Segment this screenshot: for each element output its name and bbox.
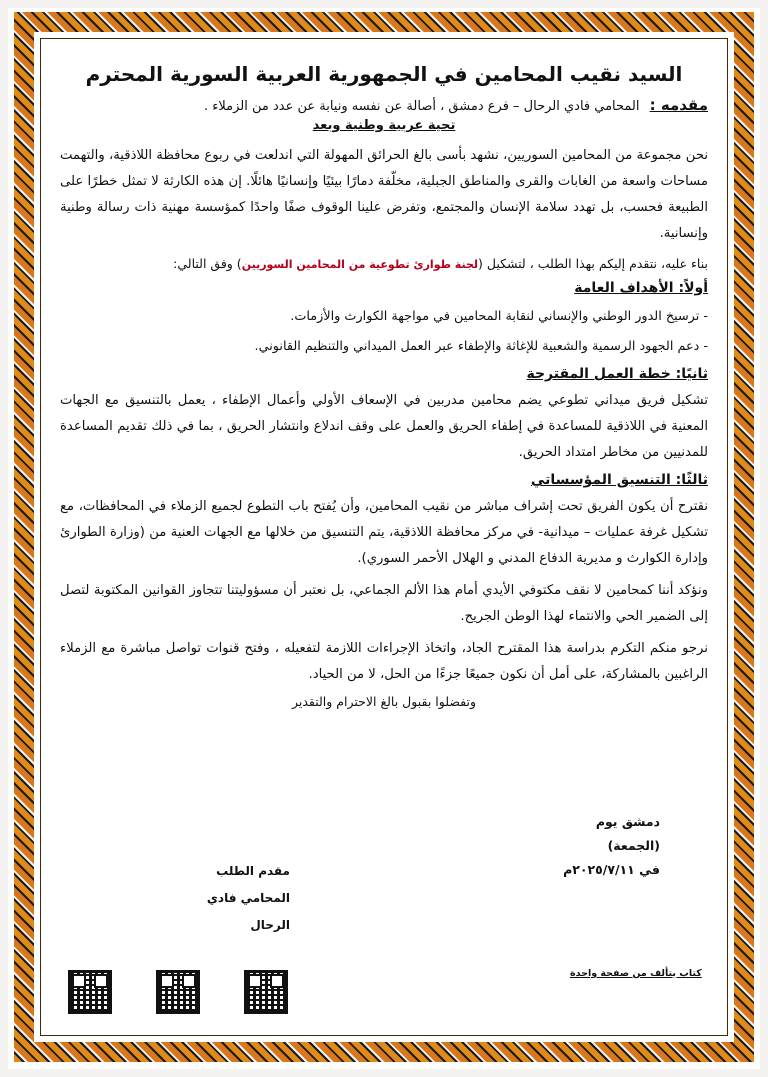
qr-code-icon xyxy=(156,970,200,1014)
intro-line xyxy=(60,96,708,114)
qr-codes xyxy=(68,970,288,1014)
basis-after: ) وفق التالي: xyxy=(173,256,242,271)
letter-title: السيد نقيب المحامين في الجمهورية العربية السورية المحترم xyxy=(85,62,683,86)
basis-before: بناء عليه، نتقدم إليكم بهذا الطلب ، لتشكيل ( xyxy=(478,256,708,271)
request-basis xyxy=(60,253,708,276)
section-1-item: - ترسيخ الدور الوطني والإنساني لنقابة المحامين في مواجهة الكوارث والأزمات. xyxy=(290,309,708,324)
signature-label: مقدم الطلب xyxy=(216,864,290,878)
section-1-heading: أولاً: الأهداف العامة xyxy=(574,280,708,296)
greeting: تحية عربية وطنية وبعد xyxy=(312,118,456,133)
closing-line: وتفضلوا بقبول بالغ الاحترام والتقدير xyxy=(291,694,477,709)
letter-body xyxy=(60,62,708,709)
signature-name: المحامي فادي الرحال xyxy=(206,891,290,932)
section-2-text: تشكيل فريق ميداني تطوعي يضم محامين مدربين في الإسعاف الأولي وأعمال الإطفاء ، يعمل بالتنسيق مع الجهات المعنية في اللاذقية للمساعدة في إطفاء الحريق والعمل على وقف اندلاع وانتشار الحريق ، بما في ذلك تقديم المساعدة للمدنيين من مخاطر امتداد الحريق. xyxy=(60,393,708,460)
paragraph-1: نحن مجموعة من المحامين السوريين، نشهد بأسى بالغ الحرائق المهولة التي اندلعت في ربوع محافظة اللاذقية، والتهمت مساحات واسعة من الغابات والقرى والمناطق الجبلية، مخلّفة دمارًا بيئيًا وإنسانيًا هائلًا. إن هذه الكارثة لا تمثل خطرًا على الطبيعة فحسب، بل تهدد سلامة الإنسان والمجتمع، وتفرض علينا الوقوف صفًا واحدًا كمؤسسة مهنية ذات رسالة وطنية وإنسانية. xyxy=(60,148,708,241)
qr-code-icon xyxy=(68,970,112,1014)
paragraph-4: ونؤكد أننا كمحامين لا نقف مكتوفي الأيدي أمام هذا الألم الجماعي، بل نعتبر أن مسؤوليتنا تتجاوز القوانين المكتوبة لتصل إلى الضمير الحي والانتماء لهذا الوطن الجريح. xyxy=(60,583,708,624)
committee-name: لجنة طوارئ تطوعية من المحامين السوريين xyxy=(241,258,478,271)
date-block xyxy=(540,810,660,882)
paragraph-5: نرجو منكم التكرم بدراسة هذا المقترح الجاد، واتخاذ الإجراءات اللازمة لتفعيله ، وفتح قنوات تواصل مباشرة مع الزملاء الراغبين بالمشاركة، على أمل أن نكون جميعًا جزءًا من الحل، لا من الحياد. xyxy=(60,641,708,682)
section-3-heading: ثالثًا: التنسيق المؤسساتي xyxy=(530,472,708,488)
page-count-note: كتاب يتألف من صفحة واحدة xyxy=(570,968,702,979)
date-place: دمشق يوم (الجمعة) xyxy=(595,814,660,853)
intro-label: مقدمه : xyxy=(649,96,708,114)
qr-code-icon xyxy=(244,970,288,1014)
date-value: في ٢٠٢٥/٧/١١م xyxy=(563,862,660,877)
intro-text: المحامي فادي الرحال – فرع دمشق ، أصالة عن نفسه ونيابة عن عدد من الزملاء . xyxy=(204,99,640,114)
section-3-text: نقترح أن يكون الفريق تحت إشراف مباشر من نقيب المحامين، وأن يُفتح باب التطوع لجميع الزملاء في المحافظات، مع تشكيل غرفة عمليات – ميدانية- في مركز محافظة اللاذقية، يتم التنسيق من خلالها مع الجهات العنية من (وزارة الطوارئ وإدارة الكوارث و مديرية الدفاع المدني و الهلال الأحمر السوري). xyxy=(60,499,708,566)
section-1-item: - دعم الجهود الرسمية والشعبية للإغاثة والإطفاء عبر العمل الميداني والتنظيم القانوني. xyxy=(254,339,708,354)
section-2-heading: ثانيًا: خطة العمل المقترحة xyxy=(526,366,708,382)
signature-block xyxy=(170,858,290,939)
